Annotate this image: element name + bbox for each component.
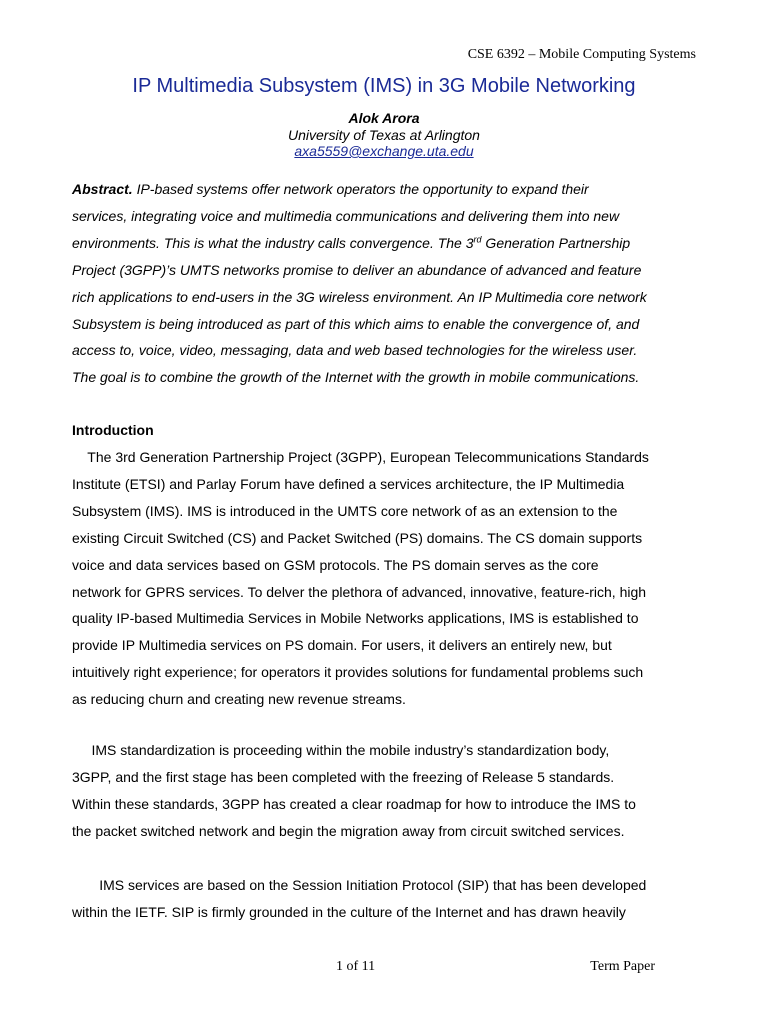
abstract-line: Abstract. IP-based systems offer network operators the opportunity to expand their [72, 181, 589, 197]
author-block [0, 110, 768, 160]
paragraph-line: Subsystem (IMS). IMS is introduced in the UMTS core network of as an extension to the [72, 502, 618, 519]
paragraph-line: the packet switched network and begin the migration away from circuit switched services. [72, 822, 625, 839]
abstract-line: Subsystem is being introduced as part of this which aims to enable the convergence of, and [72, 315, 640, 332]
abstract-line: access to, voice, video, messaging, data and web based technologies for the wireless user. [72, 342, 638, 359]
document-type: Term Paper [590, 959, 655, 974]
abstract-line: rich applications to end-users in the 3G wireless environment. An IP Multimedia core network [72, 288, 647, 305]
abstract-line: Project (3GPP)’s UMTS networks promise to deliver an abundance of advanced and feature [72, 261, 642, 278]
introduction-paragraph-2 [72, 737, 702, 845]
paper-title: IP Multimedia Subsystem (IMS) in 3G Mobile Networking [132, 75, 636, 97]
paragraph-line: provide IP Multimedia services on PS domain. For users, it delivers an entirely new, but [72, 637, 612, 654]
paragraph-line: within the IETF. SIP is firmly grounded in the culture of the Internet and has drawn heavily [72, 903, 626, 920]
author-email-link[interactable]: axa5559@exchange.uta.edu [294, 143, 474, 159]
author-name: Alok Arora [348, 110, 420, 126]
abstract [72, 176, 702, 391]
introduction-paragraph-3 [72, 872, 702, 926]
page-number: 1 of 11 [336, 959, 376, 974]
paragraph-line: IMS services are based on the Session Initiation Protocol (SIP) that has been developed [72, 877, 647, 893]
paragraph-line: The 3rd Generation Partnership Project (3GPP), European Telecommunications Standards [72, 449, 649, 465]
introduction-heading: Introduction [72, 422, 154, 438]
paragraph-line: Institute (ETSI) and Parlay Forum have defined a services architecture, the IP Multimedia [72, 475, 625, 492]
introduction-paragraph-1 [72, 444, 702, 713]
paragraph-line: as reducing churn and creating new revenue streams. [72, 691, 406, 708]
author-affiliation: University of Texas at Arlington [288, 126, 480, 143]
paragraph-line: quality IP-based Multimedia Services in Mobile Networks applications, IMS is established to [72, 610, 639, 627]
paragraph-line: voice and data services based on GSM protocols. The PS domain serves as the core [72, 556, 599, 573]
superscript-rd: rd [473, 234, 482, 245]
abstract-line: The goal is to combine the growth of the Internet with the growth in mobile communications. [72, 369, 640, 386]
abstract-line: environments. This is what the industry calls convergence. The 3rd Generation Partnership [72, 234, 631, 251]
paragraph-line: Within these standards, 3GPP has created a clear roadmap for how to introduce the IMS to [72, 795, 636, 812]
paragraph-line: intuitively right experience; for operators it provides solutions for fundamental problems such [72, 664, 644, 681]
paragraph-line: existing Circuit Switched (CS) and Packet Switched (PS) domains. The CS domain supports [72, 529, 643, 546]
abstract-label: Abstract. [72, 181, 133, 197]
paragraph-line: IMS standardization is proceeding within the mobile industry’s standardization body, [72, 742, 610, 758]
course-header: CSE 6392 – Mobile Computing Systems [467, 47, 696, 62]
paragraph-line: network for GPRS services. To delver the plethora of advanced, innovative, feature-rich, high [72, 583, 647, 600]
abstract-line: services, integrating voice and multimedia communications and delivering them into new [72, 207, 620, 224]
paragraph-line: 3GPP, and the first stage has been completed with the freezing of Release 5 standards. [72, 768, 615, 785]
